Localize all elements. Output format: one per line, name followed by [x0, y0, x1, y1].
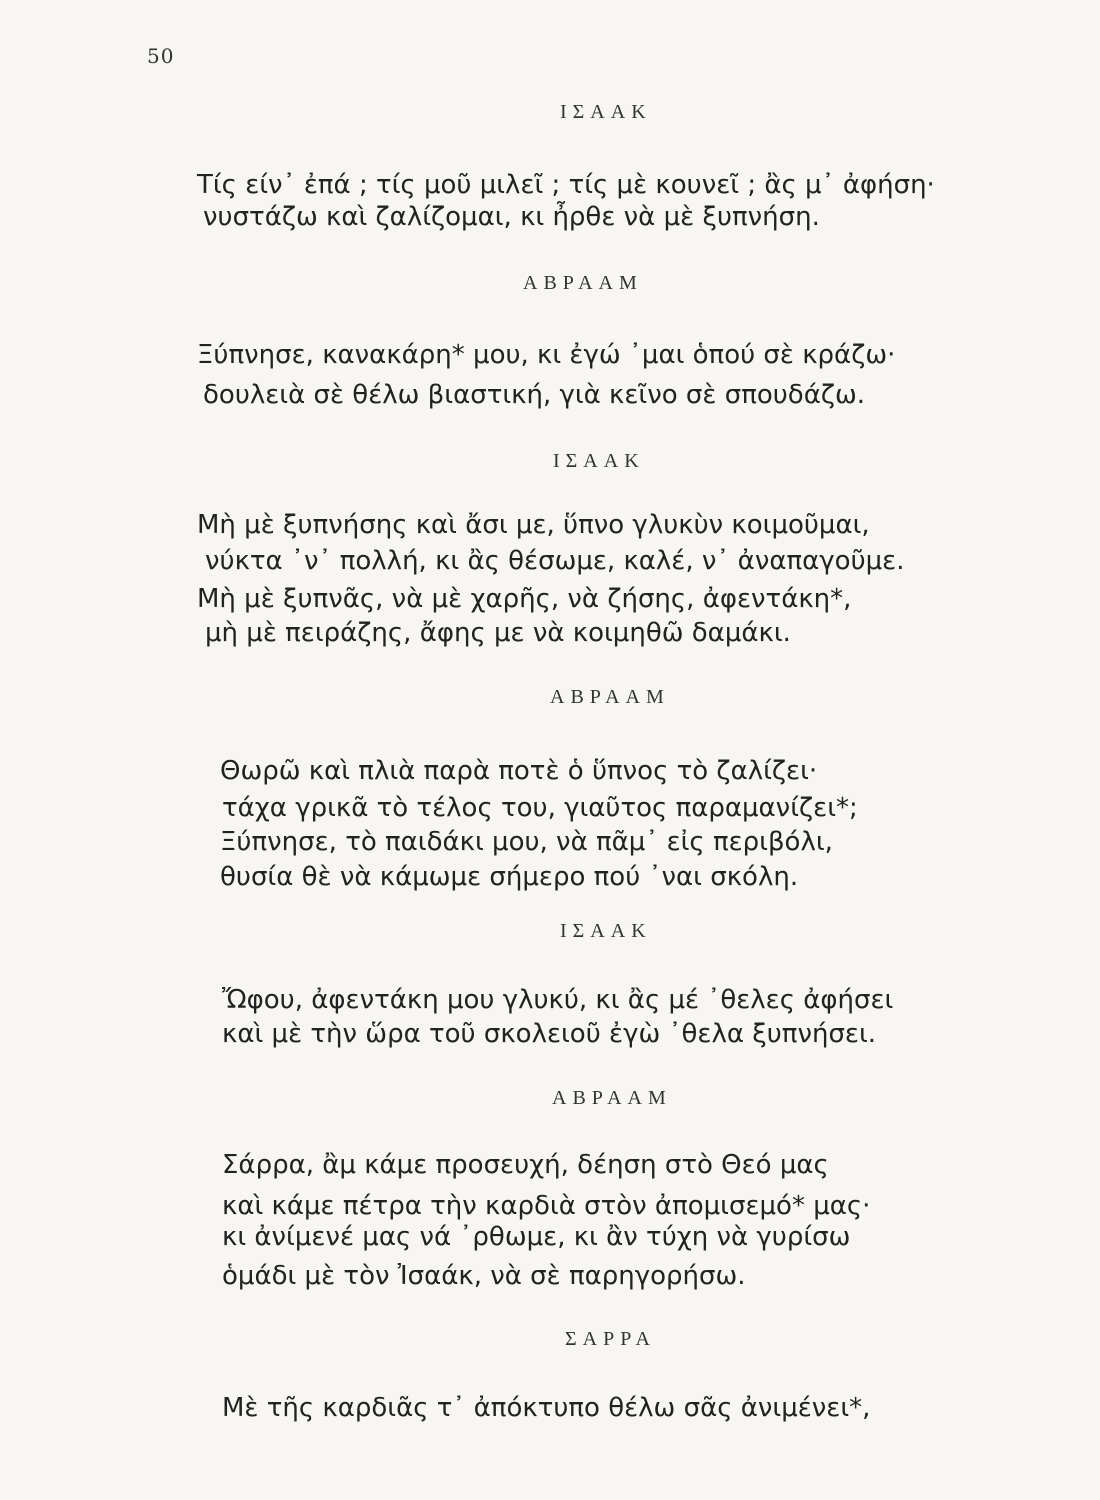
verse-line: ὁμάδι μὲ τὸν Ἰσαάκ, νὰ σὲ παρηγορήσω. [222, 1261, 746, 1291]
verse-line: Ξύπνησε, κανακάρη* μου, κι ἐγώ ᾽μαι ὁπού σὲ κράζω· [197, 340, 896, 370]
verse-line: Ξύπνησε, τὸ παιδάκι μου, νὰ πᾶμ᾽ εἰς περιβόλι, [220, 827, 833, 857]
verse-line: καὶ κάμε πέτρα τὴν καρδιὰ στὸν ἀπομισεμό* μας· [222, 1191, 871, 1221]
verse-line: Μὴ μὲ ξυπνήσης καὶ ἄσι με, ὕπνο γλυκὺν κοιμοῦμαι, [197, 510, 870, 540]
verse-line: τάχα γρικᾶ τὸ τέλος του, γιαῦτος παραμανίζει*; [222, 793, 858, 823]
speaker-heading: ΣΑΡΡΑ [565, 1328, 656, 1350]
verse-line: Τίς είν᾽ ἐπά ; τίς μοῦ μιλεῖ ; τίς μὲ κουνεῖ ; ἂς μ᾽ ἀφήση· [197, 170, 935, 200]
verse-line: Μὴ μὲ ξυπνᾶς, νὰ μὲ χαρῆς, νὰ ζήσης, ἀφεντάκη*, [197, 584, 852, 614]
verse-line: νυστάζω καὶ ζαλίζομαι, κι ἦρθε νὰ μὲ ξυπνήση. [203, 202, 820, 232]
verse-line: θυσία θὲ νὰ κάμωμε σήμερο πού ᾽ναι σκόλη. [220, 862, 799, 892]
verse-line: Ὤφου, ἀφεντάκη μου γλυκύ, κι ἂς μέ ᾽θελες ἀφήσει [222, 985, 894, 1015]
speaker-heading: ΑΒΡΑΑΜ [523, 272, 643, 294]
verse-line: κι ἀνίμενέ μας νά ᾽ρθωμε, κι ἂν τύχη νὰ γυρίσω [222, 1222, 851, 1252]
speaker-heading: ΙΣΑΑΚ [560, 101, 652, 123]
verse-line: νύκτα ᾽ν᾽ πολλή, κι ἂς θέσωμε, καλέ, ν᾽ ἀναπαγοῦμε. [205, 546, 905, 576]
verse-line: Σάρρα, ἂμ κάμε προσευχή, δέηση στὸ Θεό μας [222, 1150, 829, 1180]
verse-line: καὶ μὲ τὴν ὥρα τοῦ σκολειοῦ ἐγὼ ᾽θελα ξυπνήσει. [222, 1019, 877, 1049]
speaker-heading: ΑΒΡΑΑΜ [552, 1087, 672, 1109]
verse-line: Θωρῶ καὶ πλιὰ παρὰ ποτὲ ὁ ὕπνος τὸ ζαλίζει· [220, 756, 818, 786]
verse-line: Μὲ τῆς καρδιᾶς τ᾽ ἀπόκτυπο θέλω σᾶς ἀνιμένει*, [222, 1393, 871, 1423]
speaker-heading: ΑΒΡΑΑΜ [550, 686, 670, 708]
verse-line: μὴ μὲ πειράζης, ἄφης με νὰ κοιμηθῶ δαμάκι. [205, 618, 791, 648]
speaker-heading: ΙΣΑΑΚ [553, 450, 645, 472]
speaker-heading: ΙΣΑΑΚ [560, 920, 652, 942]
verse-line: δουλειὰ σὲ θέλω βιαστική, γιὰ κεῖνο σὲ σπουδάζω. [203, 380, 866, 410]
page-number: 50 [147, 44, 175, 68]
